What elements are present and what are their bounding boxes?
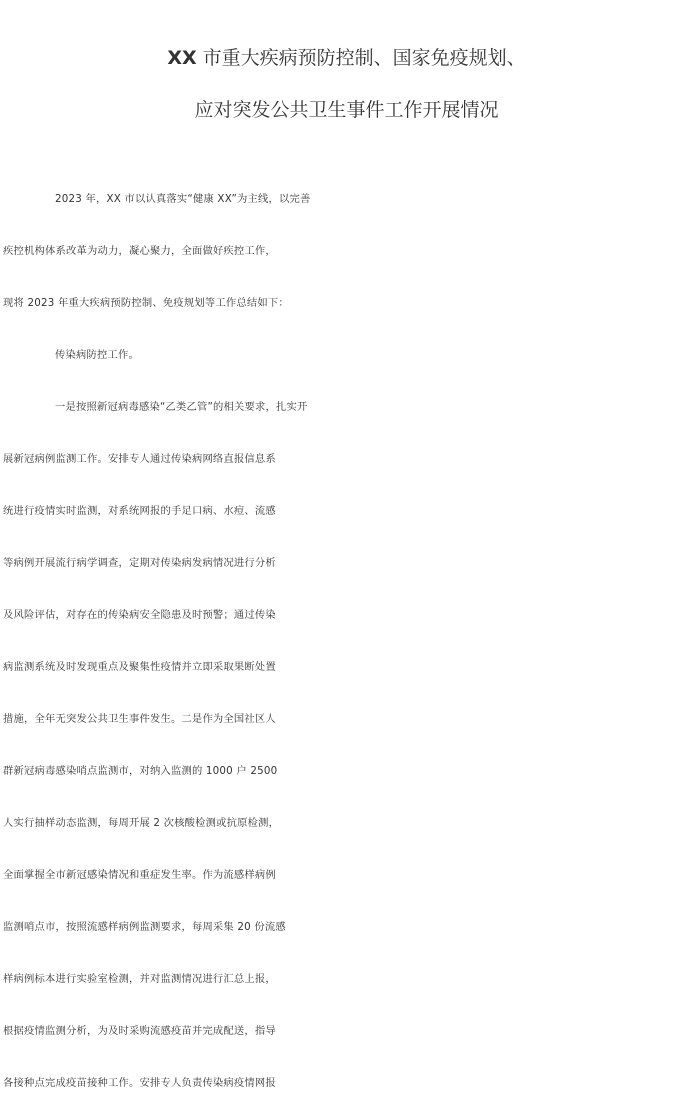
paragraph-line: 2023 年，XX 市以认真落实“健康 XX”为主线，以完善: [55, 193, 311, 205]
paragraph-line: 根据疫情监测分析，为及时采购流感疫苗并完成配送，指导: [3, 1025, 276, 1037]
paragraph-line: 各接种点完成疫苗接种工作。安排专人负责传染病疫情网报: [3, 1077, 276, 1089]
paragraph-line: 展新冠病例监测工作。安排专人通过传染病网络直报信息系: [3, 453, 276, 465]
paragraph-line: 现将 2023 年重大疾病预防控制、免疫规划等工作总结如下：: [3, 297, 289, 309]
paragraph-line: 监测哨点市，按照流感样病例监测要求，每周采集 20 份流感: [3, 921, 286, 933]
paragraph-line: 群新冠病毒感染哨点监测市，对纳入监测的 1000 户 2500: [3, 765, 278, 777]
title-line-1: [0, 32, 693, 84]
document-title: [0, 0, 693, 136]
paragraph-line: 样病例标本进行实验室检测，并对监测情况进行汇总上报，: [3, 973, 276, 985]
paragraph-line: 全面掌握全市新冠感染情况和重症发生率。作为流感样病例: [3, 869, 276, 881]
document-body: [0, 173, 693, 1097]
paragraph-line: 一是按照新冠病毒感染“乙类乙管”的相关要求，扎实开: [55, 401, 308, 413]
title-line-2: 应对突发公共卫生事件工作开展情况: [194, 99, 499, 121]
paragraph-line: 病监测系统及时发现重点及聚集性疫情并立即采取果断处置: [3, 661, 276, 673]
paragraph-line: 统进行疫情实时监测，对系统网报的手足口病、水痘、流感: [3, 505, 276, 517]
paragraph-line: 及风险评估，对存在的传染病安全隐患及时预警；通过传染: [3, 609, 276, 621]
title-line-1-text: 市重大疾病预防控制、国家免疫规划、: [196, 47, 526, 69]
paragraph-line: 等病例开展流行病学调查，定期对传染病发病情况进行分析: [3, 557, 276, 569]
paragraph-line: 人实行抽样动态监测，每周开展 2 次核酸检测或抗原检测，: [3, 817, 280, 829]
section-heading: 传染病防控工作。: [55, 349, 139, 361]
paragraph-line: 措施，全年无突发公共卫生事件发生。二是作为全国社区人: [3, 713, 276, 725]
title-city-placeholder: XX: [167, 47, 197, 69]
paragraph-line: 疾控机构体系改革为动力，凝心聚力，全面做好疾控工作，: [3, 245, 276, 257]
